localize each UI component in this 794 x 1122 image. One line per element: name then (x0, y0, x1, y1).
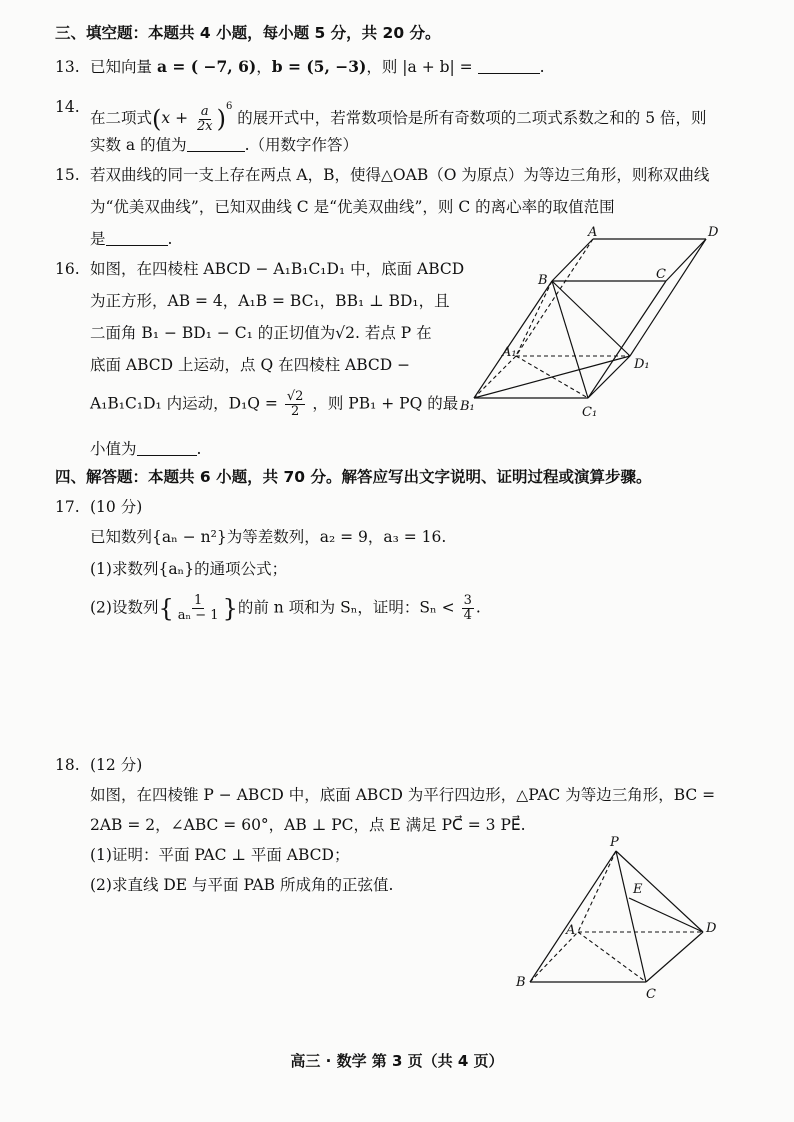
q18-part-1: (1)证明：平面 PAC ⊥ 平面 ABCD； (90, 846, 350, 864)
q18-line-2: 2AB = 2，∠ABC = 60°，AB ⊥ PC，点 E 满足 PC⃗ = 3 PE⃗. (90, 816, 526, 834)
label-B: B (516, 975, 526, 990)
q15-line-3: 是 . (90, 230, 173, 248)
label-D: D (708, 225, 719, 240)
label-B: B (538, 273, 548, 288)
q13-text: 已知向量 a = ( −7, 6)，b = (5, −3)，则 |a + b| = . (90, 57, 545, 76)
q18-score: (12 分) (90, 756, 143, 774)
q17-number: 17. (55, 498, 80, 516)
edge-PC (616, 851, 646, 982)
q17-score: (10 分) (90, 498, 143, 516)
section-3-heading: 三、填空题：本题共 4 小题，每小题 5 分，共 20 分。 (55, 24, 441, 42)
label-D1: D₁ (634, 357, 650, 372)
label-C1: C₁ (582, 405, 598, 420)
q16-line-1: 如图，在四棱柱 ABCD − A₁B₁C₁D₁ 中，底面 ABCD (90, 260, 465, 278)
label-D: D (706, 921, 717, 936)
page-footer: 高三 · 数学 第 3 页（共 4 页） (290, 1052, 504, 1070)
q13-number: 13. (55, 58, 80, 76)
q16-line-5: A₁B₁C₁D₁ 内运动，D₁Q = $\frac{√2}{2}$ ，则 PB₁ + PQ 的最 (90, 389, 459, 419)
q14-line-2: 实数 a 的值为 .（用数字作答） (90, 136, 359, 154)
q15-line-2: 为“优美双曲线”，已知双曲线 C 是“优美双曲线”，则 C 的离心率的取值范围 (90, 198, 615, 216)
q16-line-3: 二面角 B₁ − BD₁ − C₁ 的正切值为√2. 若点 P 在 (90, 324, 432, 342)
label-A1: A₁ (502, 345, 517, 360)
label-E: E (633, 882, 643, 897)
q16-line-6: 小值为 . (90, 440, 202, 458)
label-P: P (610, 835, 619, 850)
edge-PD (616, 851, 703, 932)
q14-number: 14. (55, 98, 80, 116)
q17-part-1: (1)求数列{aₙ}的通项公式； (90, 560, 288, 578)
q14-line-1: 在二项式(x + $\frac{a}{2x}$ )$^6$ 的展开式中，若常数项恰是所有奇数项的二项式系数之和的 5 倍，则 (90, 101, 707, 134)
q16-line-2: 为正方形，AB = 4，A₁B = BC₁，BB₁ ⊥ BD₁，且 (90, 292, 450, 310)
q15-line-1: 若双曲线的同一支上存在两点 A，B，使得△OAB（O 为原点）为等边三角形，则称双曲线 (90, 166, 710, 184)
label-A: A (566, 923, 576, 938)
q17-part-2: (2)设数列{ $\frac{1}{\text{aₙ − 1}}$ }的前 n 项和为 Sₙ，证明：Sₙ < $\frac{3}{4}$ . (90, 593, 481, 623)
q18-number: 18. (55, 756, 80, 774)
edge-ED (629, 898, 703, 932)
q15-number: 15. (55, 166, 80, 184)
edge-BA-hidden (530, 932, 578, 982)
edge-PA-hidden (578, 851, 616, 932)
label-C: C (646, 987, 656, 1002)
label-B1: B₁ (460, 399, 475, 414)
section-4-heading: 四、解答题：本题共 6 小题，共 70 分。解答应写出文字说明、证明过程或演算步骤。 (55, 468, 652, 486)
edge-PB (530, 851, 616, 982)
q16-line-4: 底面 ABCD 上运动，点 Q 在四棱柱 ABCD − (90, 356, 411, 374)
label-C: C (656, 267, 666, 282)
q17-line-1: 已知数列{aₙ − n²}为等差数列，a₂ = 9，a₃ = 16. (90, 528, 447, 546)
label-A: A (588, 225, 598, 240)
q18-part-2: (2)求直线 DE 与平面 PAB 所成角的正弦值. (90, 876, 394, 894)
q16-number: 16. (55, 260, 80, 278)
edge-CD (646, 932, 703, 982)
q18-line-1: 如图，在四棱锥 P − ABCD 中，底面 ABCD 为平行四边形，△PAC 为等边三角形，BC = (90, 786, 716, 804)
